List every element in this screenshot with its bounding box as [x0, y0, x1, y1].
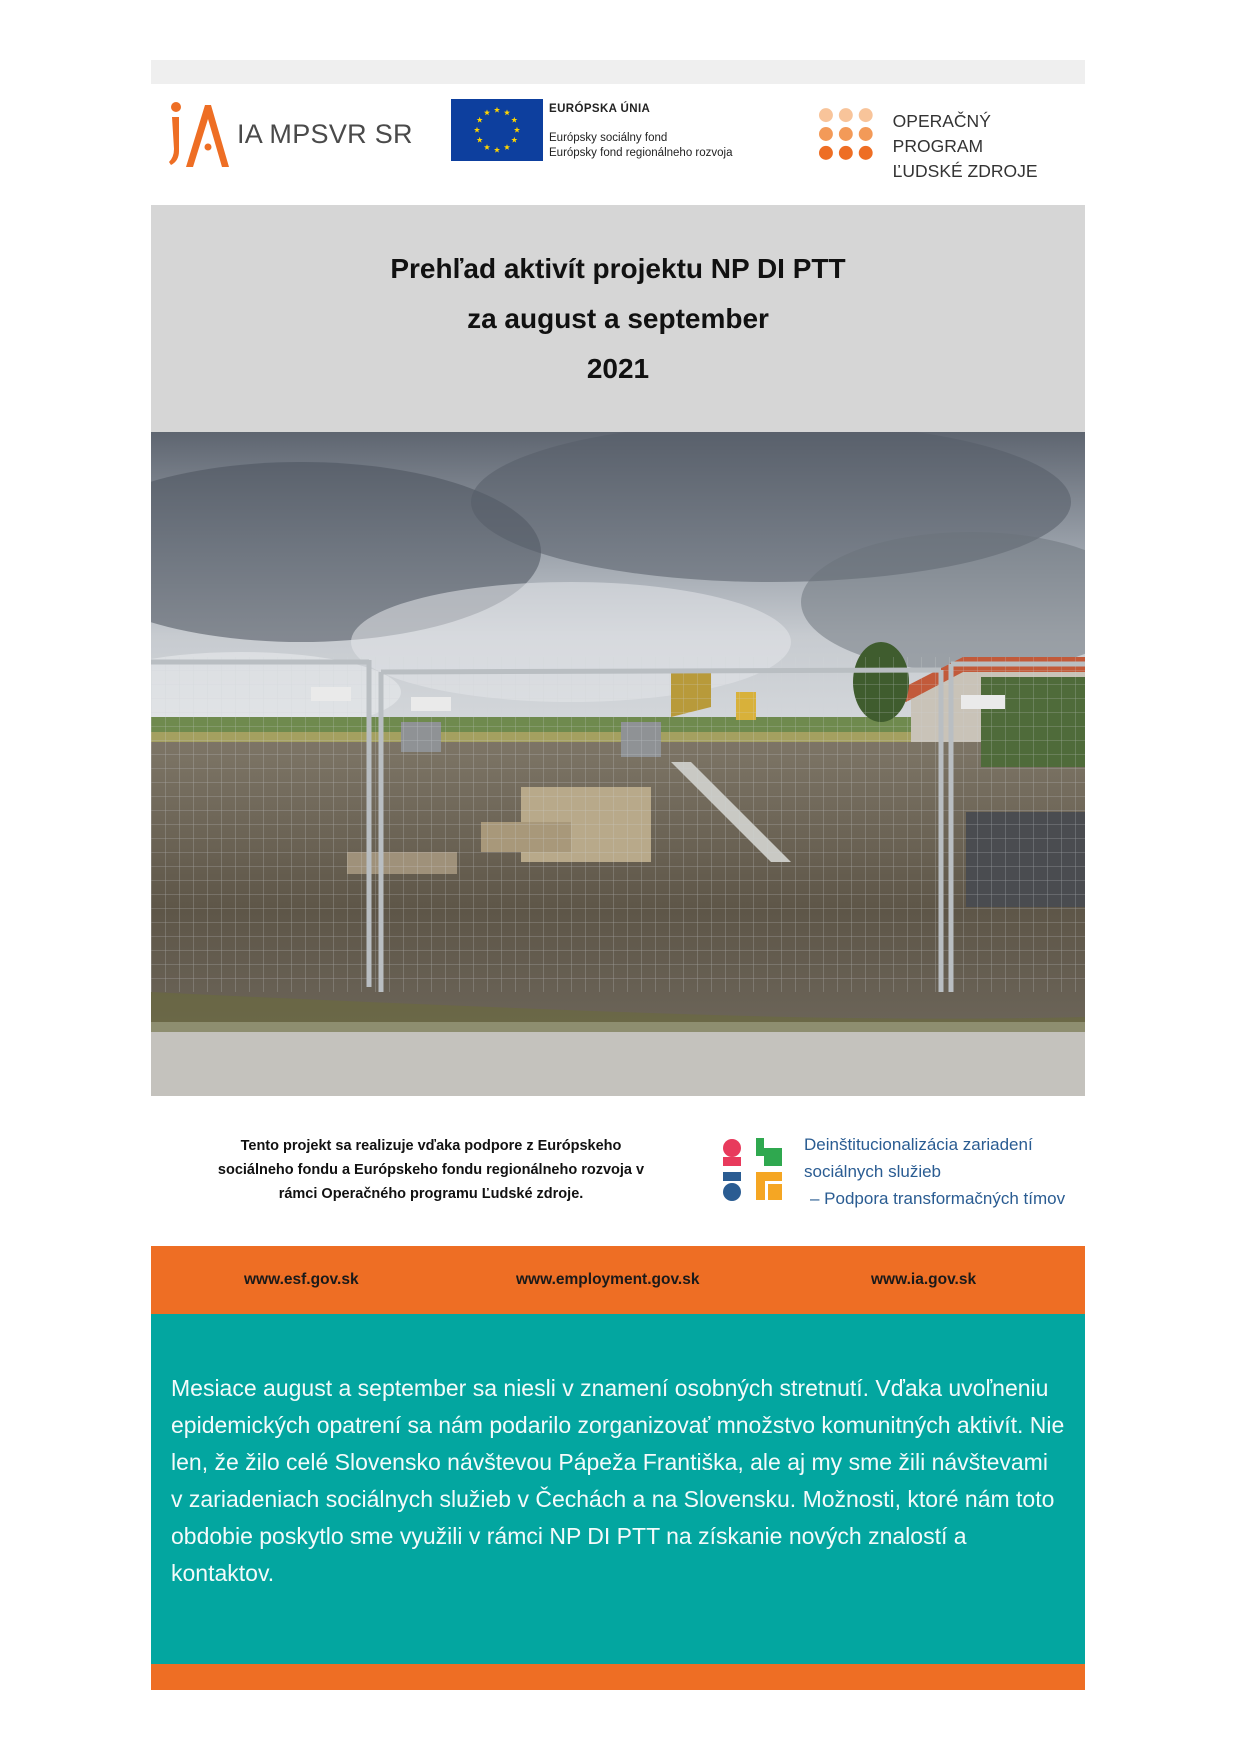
di-line-1: Deinštitucionalizácia zariadení [804, 1135, 1033, 1154]
op-ludske-zdroje-logo [817, 106, 1085, 184]
op-dot-icon [839, 146, 853, 160]
links-bar [151, 1246, 1085, 1314]
di-line-3: – Podpora transformačných tímov [810, 1189, 1066, 1208]
ia-logo-text: IA MPSVR SR [237, 118, 413, 149]
ia-mpsvr-logo [167, 99, 413, 169]
di-logo-text [804, 1131, 1065, 1212]
di-line-2: sociálnych služieb [804, 1162, 942, 1181]
eu-erdf-label: Európsky fond regionálneho rozvoja [549, 147, 733, 159]
title-line-2: za august a september [467, 302, 769, 334]
title-line-1: Prehľad aktivít projektu NP DI PTT [390, 252, 846, 284]
eu-esf-label: Európsky sociálny fond [549, 132, 668, 144]
funding-statement [171, 1134, 691, 1206]
title-line-3: 2021 [586, 352, 650, 384]
op-dot-icon [859, 108, 873, 122]
eu-flag-icon [451, 99, 543, 161]
op-line2: ĽUDSKÉ ZDROJE [892, 161, 1038, 181]
construction-site-photo [151, 432, 1085, 1096]
op-dot-icon [819, 108, 833, 122]
funding-line-1: Tento projekt sa realizuje vďaka podpore z Európskeho [240, 1138, 622, 1154]
logo-row [151, 84, 1085, 199]
top-strip [151, 60, 1085, 84]
di-ptt-logo [718, 1134, 1065, 1212]
op-logo-text [893, 109, 1085, 184]
op-dot-icon [839, 127, 853, 141]
bottom-bar [151, 1664, 1085, 1690]
eu-logo-text [549, 99, 732, 161]
op-dot-icon [859, 127, 873, 141]
op-dots-icon [817, 106, 875, 162]
op-line1: OPERAČNÝ PROGRAM [892, 111, 991, 156]
support-row [151, 1096, 1085, 1246]
title-box [151, 205, 1085, 432]
eu-title: EURÓPSKA ÚNIA [549, 103, 651, 115]
op-dot-icon [859, 146, 873, 160]
funding-line-2: sociálneho fondu a Európskeho fondu regionálneho rozvoja v [217, 1162, 645, 1178]
ia-logo-icon [167, 99, 229, 169]
ia-link[interactable]: www.ia.gov.sk [871, 1271, 977, 1288]
newsletter-page [151, 60, 1085, 1690]
di-logo-icon [718, 1134, 788, 1204]
intro-paragraph: Mesiace august a september sa niesli v znamení osobných stretnutí. Vďaka uvoľneniu epidemických opatrení sa nám podarilo zorganizovať množstvo komunitných aktivít. Nie len, že žilo celé Slovensko návštevou Pápeža Františka, ale aj my sme žili návštevami v zariadeniach sociálnych služieb v Čechách a na Slovensku. Možnosti, ktoré nám toto obdobie poskytlo sme využili v rámci NP DI PTT na získanie nových znalostí a kontaktov. [171, 1375, 1065, 1586]
op-dot-icon [839, 108, 853, 122]
intro-box [151, 1314, 1085, 1664]
esf-link[interactable]: www.esf.gov.sk [244, 1271, 359, 1288]
op-dot-icon [819, 146, 833, 160]
employment-link[interactable]: www.employment.gov.sk [516, 1271, 700, 1288]
funding-line-3: rámci Operačného programu Ľudské zdroje. [278, 1186, 584, 1202]
op-dot-icon [819, 127, 833, 141]
eu-logo [451, 99, 732, 161]
